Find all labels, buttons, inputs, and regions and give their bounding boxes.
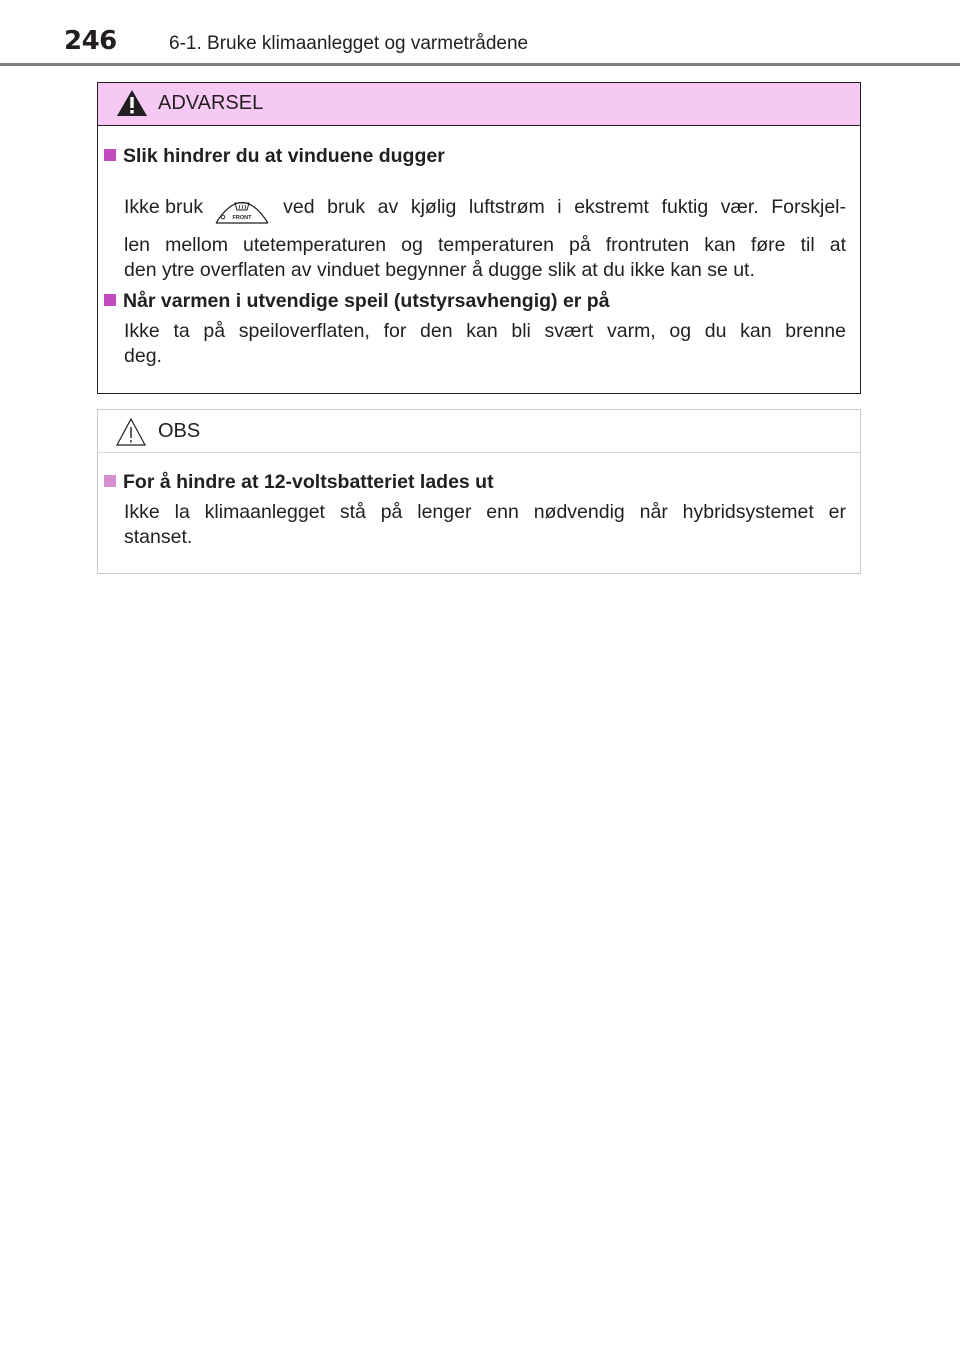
warning-label: ADVARSEL (158, 92, 264, 114)
warning-header (98, 83, 860, 126)
svg-text:FRONT: FRONT (232, 215, 252, 221)
notice-header (98, 410, 860, 453)
notice-label: OBS (158, 420, 201, 442)
text-after-icon: ved bruk av kjølig luftstrøm i ekstremt fuktig vær. Forskjel- (283, 195, 846, 218)
caution-outline-triangle-icon (116, 417, 146, 447)
text-line: den ytre overflaten av vinduet begynner å dugge slik at du ikke kan se ut. (124, 259, 755, 281)
notice-item-text (124, 500, 846, 550)
warning-filled-triangle-icon (116, 89, 148, 117)
front-defogger-button-icon (213, 190, 271, 224)
text-line: stanset. (124, 526, 193, 548)
inline-icon-row (124, 190, 846, 224)
page-header (0, 0, 960, 70)
warning-item-text (124, 319, 846, 369)
warning-item-text-cont (124, 233, 846, 283)
text-line: Ikke la klimaanlegget stå på lenger enn nødvendig når hybridsystemet er (124, 501, 846, 523)
text-line: deg. (124, 345, 162, 367)
text-line: Ikke ta på speiloverflaten, for den kan bli svært varm, og du kan brenne (124, 320, 846, 342)
notice-box (97, 409, 861, 574)
text-before-icon: Ikke bruk (124, 195, 204, 218)
bullet-square (104, 475, 116, 487)
page-number: 246 (64, 26, 117, 56)
warning-box (97, 82, 861, 394)
warning-item-text (124, 190, 846, 224)
bullet-square (104, 149, 116, 161)
notice-item-heading: For å hindre at 12-voltsbatteriet lades ut (104, 471, 494, 494)
section-title: 6-1. Bruke klimaanlegget og varmetrådene (169, 33, 529, 54)
warning-item-heading: Slik hindrer du at vinduene dugger (104, 145, 445, 168)
header-rule (0, 63, 960, 66)
warning-item-heading: Når varmen i utvendige speil (utstyrsavhengig) er på (104, 290, 610, 313)
bullet-square (104, 294, 116, 306)
text-line: len mellom utetemperaturen og temperaturen på frontruten kan føre til at (124, 234, 846, 256)
